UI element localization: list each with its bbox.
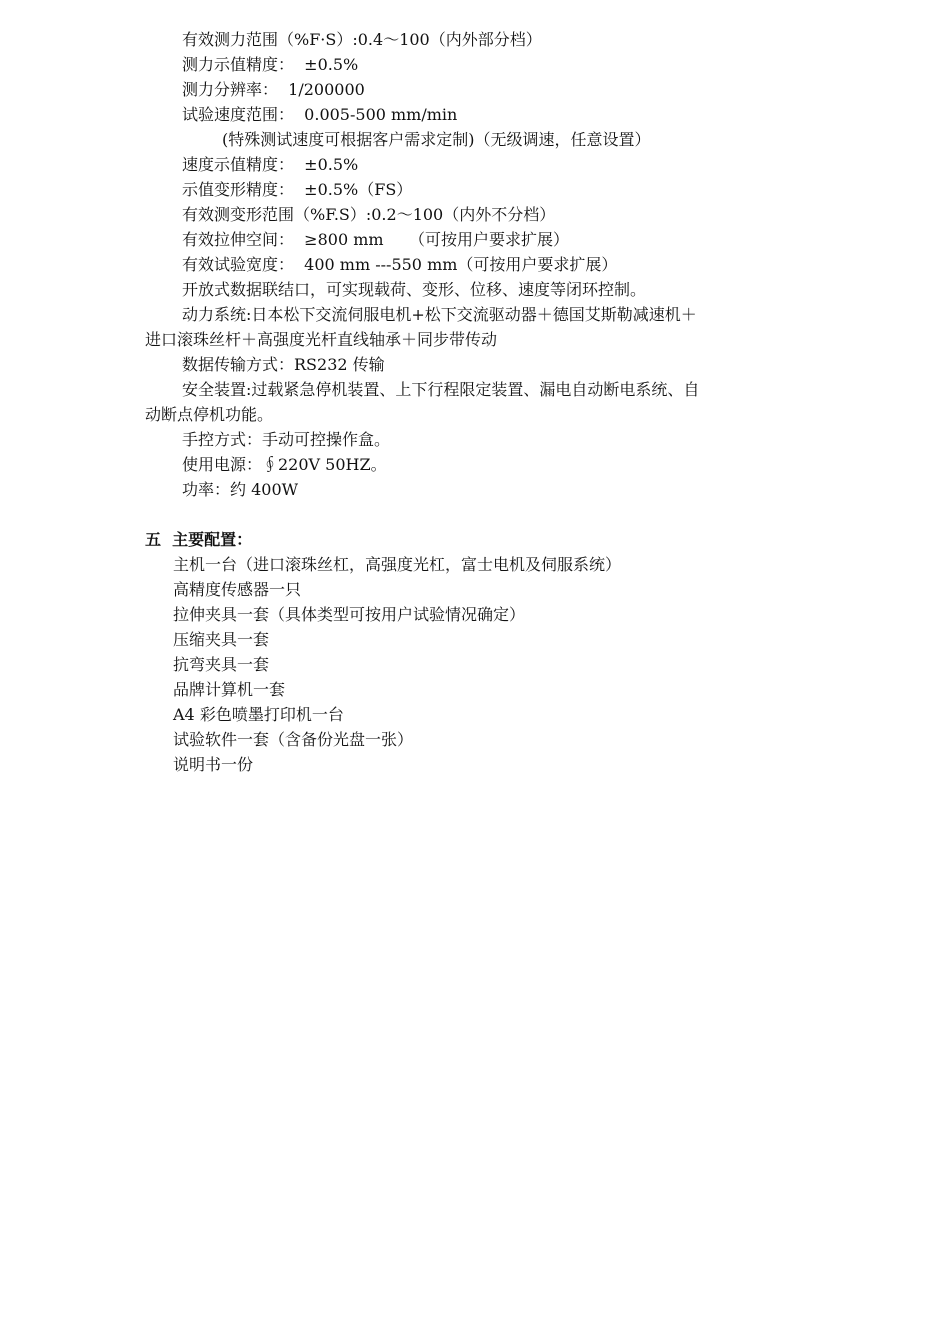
section-spacer [145,502,815,527]
config-item: 主机一台（进口滚珠丝杠，高强度光杠，富士电机及伺服系统） [173,555,622,574]
config-item: 压缩夹具一套 [173,630,270,649]
spec-power-system: 动力系统:日本松下交流伺服电机+松下交流驱动器＋德国艾斯勒减速机＋ [182,305,697,324]
config-item: 品牌计算机一套 [173,680,286,699]
spec-force-accuracy: 测力示值精度： ±0.5% [182,55,359,74]
spec-deformation-range: 有效测变形范围（%F.S）:0.2～100（内外不分档） [182,205,556,224]
spec-power-system-cont: 进口滚珠丝杆＋高强度光杆直线轴承＋同步带传动 [145,330,498,349]
config-item: 抗弯夹具一套 [173,655,270,674]
spec-manual-control: 手控方式：手动可控操作盒。 [182,430,391,449]
document-body [145,27,815,777]
config-item: A4 彩色喷墨打印机一台 [173,705,344,724]
spec-force-resolution: 测力分辨率： 1/200000 [182,80,365,99]
config-item: 拉伸夹具一套（具体类型可按用户试验情况确定） [173,605,526,624]
config-item: 试验软件一套（含备份光盘一张） [173,730,414,749]
spec-safety: 安全装置:过载紧急停机装置、上下行程限定装置、漏电自动断电系统、自 [182,380,700,399]
spec-speed-accuracy: 速度示值精度： ±0.5% [182,155,359,174]
spec-data-interface: 开放式数据联结口，可实现载荷、变形、位移、速度等闭环控制。 [182,280,647,299]
spec-safety-cont: 动断点停机功能。 [145,405,274,424]
spec-data-transfer: 数据传输方式：RS232 传输 [182,355,385,374]
spec-speed-note: (特殊测试速度可根据客户需求定制)（无级调速，任意设置） [222,130,651,149]
section-title-main-config: 五 主要配置： [145,530,253,549]
spec-tensile-space: 有效拉伸空间： ≥800 mm （可按用户要求扩展） [182,230,569,249]
spec-power-supply: 使用电源：∮220V 50HZ。 [182,455,387,474]
spec-speed-range: 试验速度范围： 0.005-500 mm/min [182,105,458,124]
config-item: 高精度传感器一只 [173,580,302,599]
spec-deformation-accuracy: 示值变形精度： ±0.5%（FS） [182,180,413,199]
spec-force-range: 有效测力范围（%F·S）:0.4～100（内外部分档） [182,30,542,49]
config-item: 说明书一份 [173,755,254,774]
spec-test-width: 有效试验宽度： 400 mm ---550 mm（可按用户要求扩展） [182,255,618,274]
spec-power-rating: 功率：约 400W [182,480,299,499]
